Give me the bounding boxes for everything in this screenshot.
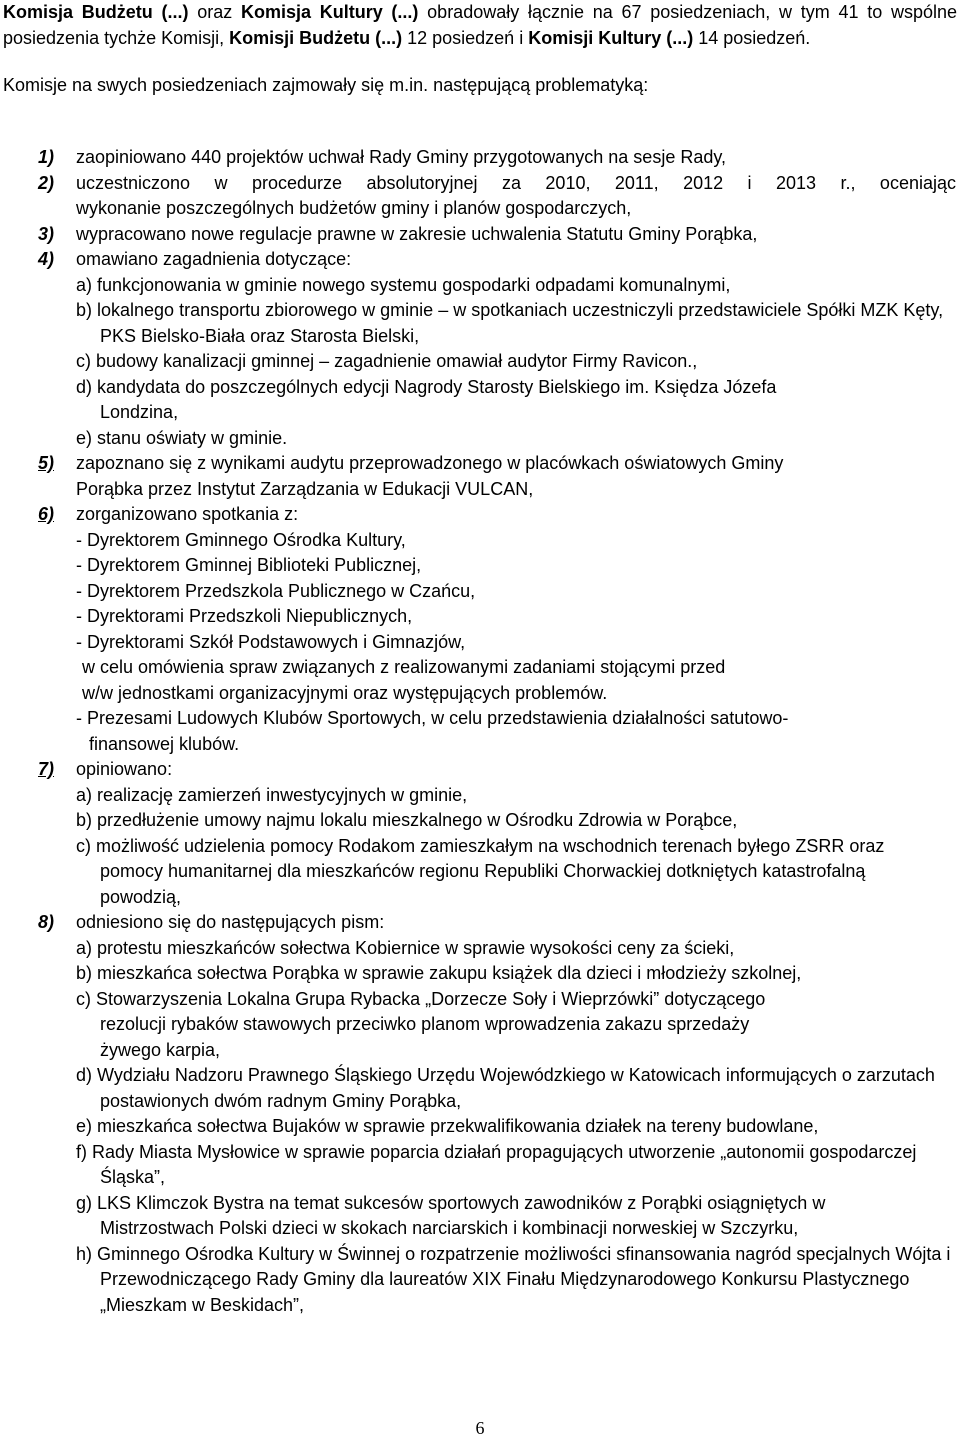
sub-item: a) realizację zamierzeń inwestycyjnych w gminie,: [76, 784, 468, 805]
list-item: [38, 247, 956, 451]
sub-item: f) Rady Miasta Mysłowice w sprawie poparcia działań propagujących utworzenie „autonomii gospodarczej Śląska”,: [76, 1141, 917, 1187]
sub-item: b) lokalnego transportu zbiorowego w gminie – w spotkaniach uczestniczyli przedstawiciele Spółki MZK Kęty, PKS Bielsko-Biała oraz Starosta Bielski,: [76, 300, 944, 346]
item-head: omawiano zagadnienia dotyczące:: [76, 249, 352, 269]
list-item: [38, 451, 956, 502]
item-number: 2): [38, 172, 55, 193]
item-head: opiniowano:: [76, 759, 173, 779]
intro-lead-in: Komisje na swych posiedzeniach zajmowały się m.in. następującą problematyką:: [3, 75, 649, 95]
sub-item: e) mieszkańca sołectwa Bujaków w sprawie przekwalifikowania działek na tereny budowlane,: [76, 1116, 819, 1136]
item-number: 3): [38, 223, 55, 244]
committee-name: Komisji Kultury (...): [528, 27, 694, 48]
item-number: 8): [38, 912, 55, 932]
sub-item: c) możliwość udzielenia pomocy Rodakom zamieszkałym na wschodnich terenach byłego ZSRR oraz pomocy humanitarnej dla mieszkańców regionu Republiki Chorwackiej dotkniętych katastrofalną powodzią,: [76, 835, 885, 907]
sub-item: - Dyrektorami Szkół Podstawowych i Gimnazjów,: [76, 631, 466, 652]
sub-item: g) LKS Klimczok Bystra na temat sukcesów sportowych zawodników z Porąbki osiągniętych w Mistrzostwach Polski dzieci w skokach narciarskich i kombinacji norweskiej w Szczyrku,: [76, 1192, 826, 1238]
item-text: uczestniczono w procedurze absolutoryjnej za 2010, 2011, 2012 i 2013 r., oceniając: [76, 172, 956, 193]
sub-item: a) funkcjonowania w gminie nowego systemu gospodarki odpadami komunalnymi,: [76, 274, 731, 295]
sub-item: c) budowy kanalizacji gminnej – zagadnienie omawiał audytor Firmy Ravicon.,: [76, 351, 698, 371]
sub-item: d) Wydziału Nadzoru Prawnego Śląskiego Urzędu Wojewódzkiego w Katowicach informujących o zarzutach postawionych dwóm radnym Gminy Porąbka,: [76, 1065, 935, 1111]
list-item: [38, 910, 956, 1318]
meeting-purpose: w celu omówienia spraw związanych z realizowanymi zadaniami stojącymi przed: [82, 657, 726, 677]
committee-name: Komisji Budżetu (...): [229, 27, 403, 48]
item-text: zaopiniowano 440 projektów uchwał Rady Gminy przygotowanych na sesje Rady,: [76, 147, 727, 167]
committee-name: Komisja Budżetu (...): [3, 2, 189, 22]
text-run: 14 posiedzeń.: [693, 27, 811, 48]
text-run: 12 posiedzeń i: [402, 27, 529, 48]
sub-item: - Prezesami Ludowych Klubów Sportowych, w celu przedstawienia działalności satutowo-finansowej klubów.: [76, 708, 789, 754]
intro-section: [3, 0, 957, 99]
item-number: 1): [38, 147, 55, 167]
item-number: 7): [38, 759, 55, 779]
item-text: Porąbka przez Instytut Zarządzania w Edukacji VULCAN,: [76, 478, 534, 499]
committee-name: Komisja Kultury (...): [240, 2, 419, 22]
list-item: [38, 145, 956, 171]
text-run: obradowały łącznie na 67 posiedzeniach, w tym 41 to wspólne posiedzenia tychże Komisji,: [3, 2, 958, 48]
list-item: [38, 222, 956, 248]
item-text: wypracowano nowe regulacje prawne w zakresie uchwalenia Statutu Gminy Porąbka,: [76, 223, 758, 244]
item-number: 4): [38, 249, 55, 269]
item-head: zorganizowano spotkania z:: [76, 504, 299, 524]
intro-paragraph: [3, 0, 957, 51]
sub-item: e) stanu oświaty w gminie.: [76, 427, 288, 448]
item-number: 6): [38, 504, 55, 524]
sub-item: - Dyrektorem Gminnego Ośrodka Kultury,: [76, 529, 406, 550]
list-item: [38, 757, 956, 910]
item-head: odniesiono się do następujących pism:: [76, 912, 385, 932]
item-text: zapoznano się z wynikami audytu przeprowadzonego w placówkach oświatowych Gminy: [76, 453, 784, 473]
list-item: [38, 171, 956, 222]
text-run: oraz: [188, 2, 241, 22]
sub-item: b) mieszkańca sołectwa Porąbka w sprawie zakupu książek dla dzieci i młodzieży szkolnej,: [76, 963, 802, 983]
list-item: [38, 502, 956, 757]
sub-item: - Dyrektorem Gminnej Biblioteki Publicznej,: [76, 555, 422, 575]
sub-item: b) przedłużenie umowy najmu lokalu mieszkalnego w Ośrodku Zdrowia w Porąbce,: [76, 810, 738, 830]
item-text: wykonanie poszczególnych budżetów gminy i planów gospodarczych,: [76, 198, 632, 218]
sub-item: - Dyrektorami Przedszkoli Niepublicznych,: [76, 606, 413, 626]
sub-item: - Dyrektorem Przedszkola Publicznego w Czańcu,: [76, 580, 476, 601]
meeting-purpose: w/w jednostkami organizacyjnymi oraz występujących problemów.: [82, 682, 608, 703]
sub-item: a) protestu mieszkańców sołectwa Kobiernice w sprawie wysokości ceny za ścieki,: [76, 937, 735, 958]
item-number: 5): [38, 453, 55, 473]
page-number: 6: [475, 1418, 485, 1438]
topics-list: [38, 145, 956, 1318]
sub-item: c) Stowarzyszenia Lokalna Grupa Rybacka „Dorzecze Soły i Wieprzówki” dotyczącego rezolucji rybaków stawowych przeciwko planom wprowadzenia zakazu sprzedaży żywego karpia,: [76, 988, 766, 1060]
sub-item: d) kandydata do poszczególnych edycji Nagrody Starosty Bielskiego im. Księdza Józefa Londzina,: [76, 376, 777, 422]
sub-item: h) Gminnego Ośrodka Kultury w Świnnej o rozpatrzenie możliwości sfinansowania nagród specjalnych Wójta i Przewodniczącego Rady Gminy dla laureatów XIX Finału Międzynarodowego Konkursu Plastycznego „Mieszkam w Beskidach”,: [76, 1243, 951, 1315]
